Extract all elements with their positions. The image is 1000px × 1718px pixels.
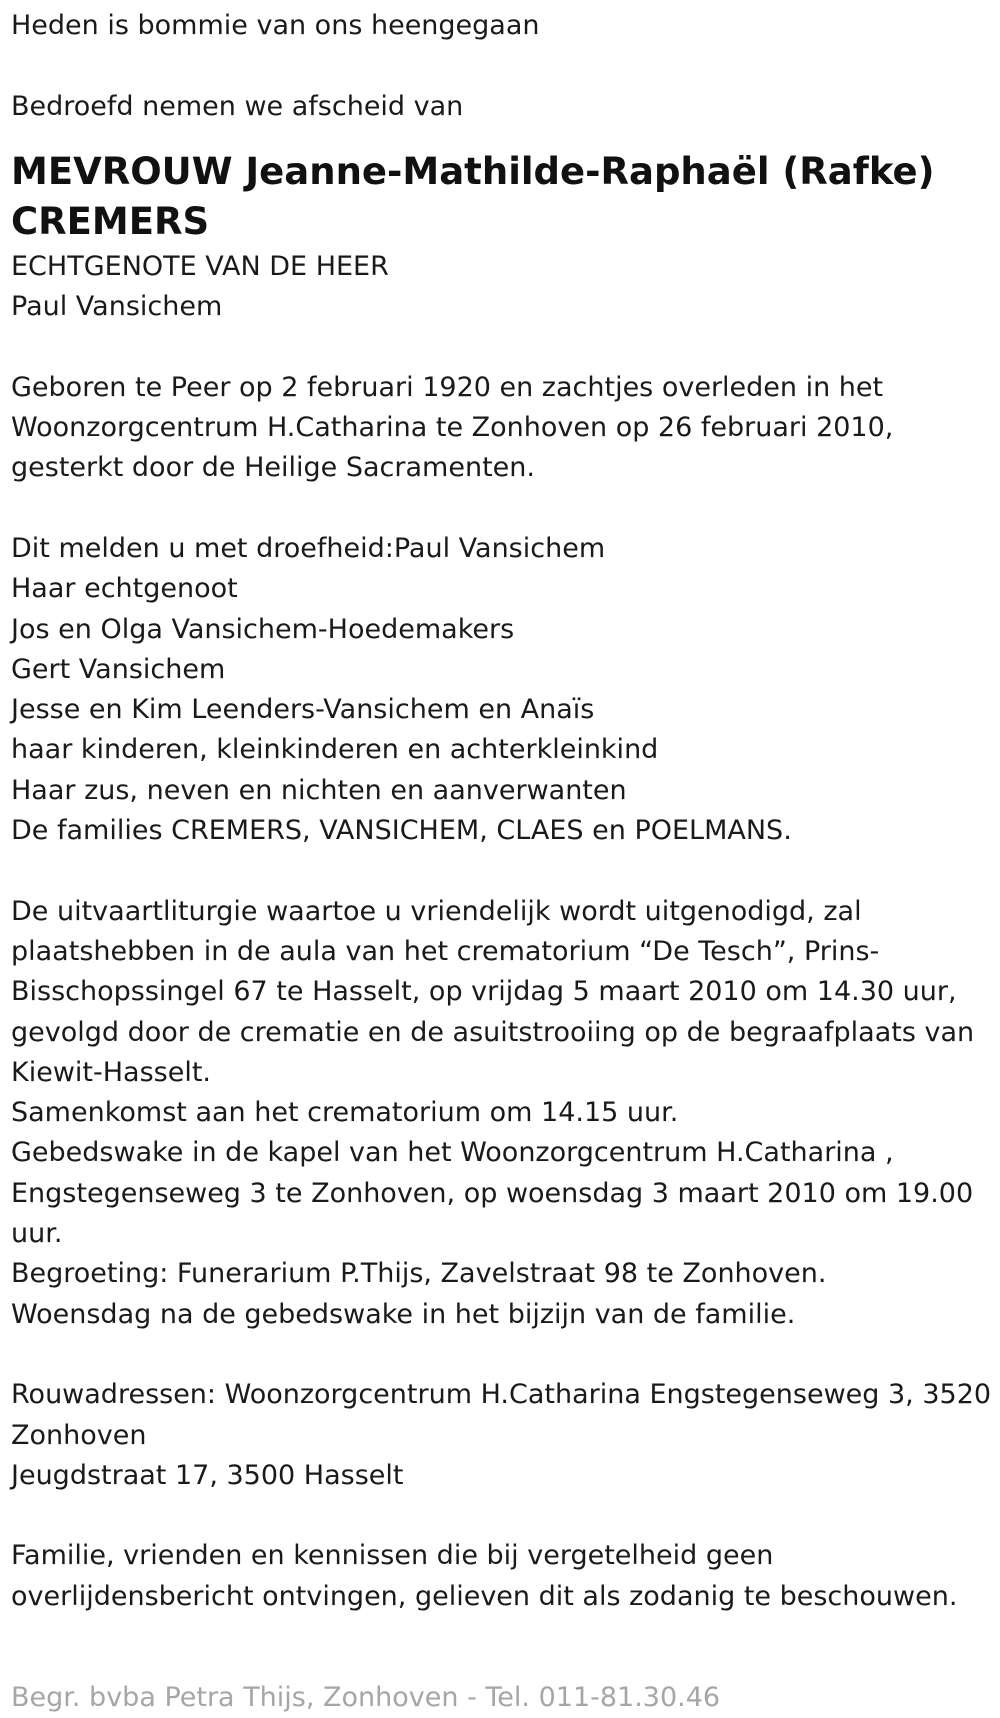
spacer — [11, 133, 991, 147]
family-line: Jesse en Kim Leenders-Vansichem en Anaïs — [11, 694, 595, 726]
paragraph-line: Geboren te Peer op 2 februari 1920 en zachtjes overleden in het — [11, 371, 884, 403]
deceased-relation: ECHTGENOTE VAN DE HEER — [11, 250, 389, 282]
spacer — [11, 46, 991, 86]
birth-death-paragraph — [11, 368, 991, 489]
address-line: Jeugdstraat 17, 3500 Hasselt — [11, 1459, 404, 1491]
spacer — [11, 327, 991, 367]
ceremony-line: De uitvaartliturgie waartoe u vriendelijk wordt uitgenodigd, zal — [11, 895, 862, 927]
family-line: Dit melden u met droefheid:Paul Vansichem — [11, 532, 606, 564]
ceremony-line: Gebedswake in de kapel van het Woonzorgcentrum H.Catharina , — [11, 1137, 894, 1169]
obituary-notice — [11, 6, 991, 1617]
deceased-spouse: Paul Vansichem — [11, 291, 223, 323]
address-line: Rouwadressen: Woonzorgcentrum H.Catharina Engstegenseweg 3, 3520 — [11, 1379, 992, 1411]
spacer — [11, 1496, 991, 1536]
paragraph-line: gesterkt door de Heilige Sacramenten. — [11, 452, 535, 484]
ceremony-line: Kiewit-Hasselt. — [11, 1056, 211, 1088]
family-line: De families CREMERS, VANSICHEM, CLAES en POELMANS. — [11, 815, 792, 847]
spacer — [11, 1335, 991, 1375]
ceremony-line: gevolgd door de crematie en de asuitstrooiing op de begraafplaats van — [11, 1016, 975, 1048]
deceased-name-line-1: MEVROUW Jeanne-Mathilde-Raphaël (Rafke) — [11, 149, 935, 193]
spacer — [11, 851, 991, 891]
deceased-name-line-2: CREMERS — [11, 199, 210, 243]
deceased-name-block — [11, 133, 991, 247]
closing-line: Familie, vrienden en kennissen die bij vergetelheid geen — [11, 1540, 774, 1572]
ceremony-line: Bisschopssingel 67 te Hasselt, op vrijdag 5 maart 2010 om 14.30 uur, — [11, 976, 957, 1008]
spacer — [11, 489, 991, 529]
addresses-paragraph — [11, 1375, 991, 1496]
paragraph-line: Woonzorgcentrum H.Catharina te Zonhoven op 26 februari 2010, — [11, 412, 894, 444]
family-line: Jos en Olga Vansichem-Hoedemakers — [11, 613, 515, 645]
ceremony-line: Engstegenseweg 3 te Zonhoven, op woensdag 3 maart 2010 om 19.00 — [11, 1177, 974, 1209]
family-line: Gert Vansichem — [11, 653, 226, 685]
family-line: Haar zus, neven en nichten en aanverwanten — [11, 774, 627, 806]
ceremony-line: Samenkomst aan het crematorium om 14.15 uur. — [11, 1097, 679, 1129]
family-line: Haar echtgenoot — [11, 573, 238, 605]
funeral-home-credit: Begr. bvba Petra Thijs, Zonhoven - Tel. 011-81.30.46 — [11, 1682, 721, 1713]
family-paragraph — [11, 529, 991, 851]
address-line: Zonhoven — [11, 1419, 147, 1451]
intro-line-2: Bedroefd nemen we afscheid van — [11, 90, 464, 122]
family-line: haar kinderen, kleinkinderen en achterkleinkind — [11, 734, 659, 766]
ceremony-line: plaatshebben in de aula van het crematorium “De Tesch”, Prins- — [11, 935, 880, 967]
ceremony-line: Begroeting: Funerarium P.Thijs, Zavelstraat 98 te Zonhoven. — [11, 1258, 827, 1290]
ceremony-line: uur. — [11, 1218, 63, 1250]
intro-line-1: Heden is bommie van ons heengegaan — [11, 10, 540, 41]
ceremony-line: Woensdag na de gebedswake in het bijzijn van de familie. — [11, 1298, 796, 1330]
closing-line: overlijdensbericht ontvingen, gelieven dit als zodanig te beschouwen. — [11, 1580, 958, 1612]
ceremony-paragraph — [11, 892, 991, 1335]
closing-paragraph — [11, 1536, 991, 1617]
